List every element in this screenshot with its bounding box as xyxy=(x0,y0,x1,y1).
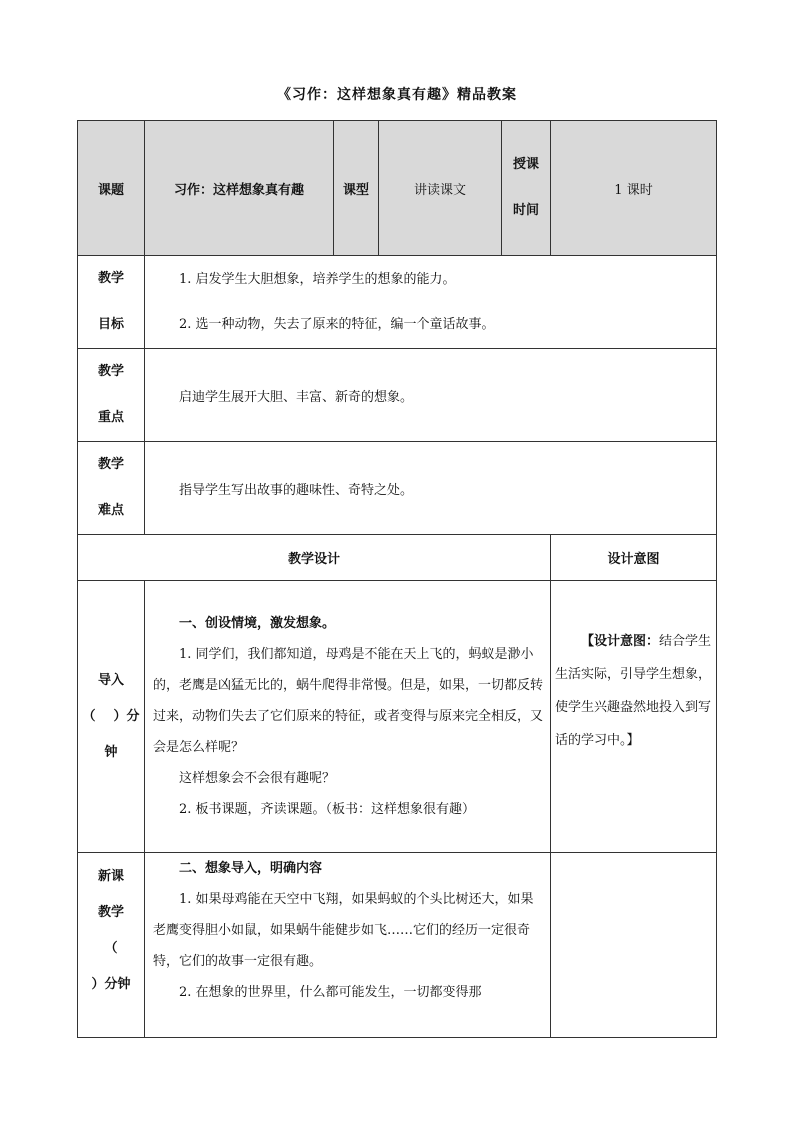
type-value: 讲读课文 xyxy=(379,121,502,256)
topic-value: 习作：这样想象真有趣 xyxy=(145,121,334,256)
new-lesson-heading: 二、想象导入，明确内容 xyxy=(179,861,323,876)
new-lesson-label-line-3: （ xyxy=(104,941,118,956)
new-lesson-paragraph-1: 1. 如果母鸡能在天空中飞翔，如果蚂蚁的个头比树还大，如果老鹰变得胆小如鼠，如果蜗牛能健步如飞……它们的经历一定很奇特，它们的故事一定很有趣。 xyxy=(153,892,534,969)
page-title: 《习作：这样想象真有趣》精品教案 xyxy=(277,87,517,103)
difficulties-label-line-2: 难点 xyxy=(97,503,124,518)
goals-label xyxy=(78,256,145,349)
key-points-row xyxy=(78,349,717,442)
intro-label-line-3: 钟 xyxy=(104,744,118,760)
new-lesson-label-line-4: ）分钟 xyxy=(91,977,131,992)
intro-label xyxy=(78,581,145,853)
key-points-label-line-2: 重点 xyxy=(97,410,124,425)
topic-label: 课题 xyxy=(78,121,145,256)
intro-intent-text: 结合学生生活实际，引导学生想象，使学生兴趣盎然地投入到写话的学习中。】 xyxy=(555,634,712,748)
new-lesson-row xyxy=(78,853,717,1038)
time-label xyxy=(502,121,551,256)
intro-paragraph-2: 这样想象会不会很有趣呢？ xyxy=(179,771,336,786)
difficulties-label-line-1: 教学 xyxy=(97,457,124,472)
design-header-row xyxy=(78,535,717,581)
new-lesson-label xyxy=(78,853,145,1038)
intro-content xyxy=(145,581,551,853)
key-points-label-line-1: 教学 xyxy=(97,364,124,379)
new-lesson-intent xyxy=(551,853,717,1038)
goal-item-2: 2. 选一种动物，失去了原来的特征，编一个童话故事。 xyxy=(179,317,495,332)
design-header: 教学设计 xyxy=(78,535,551,581)
intro-paragraph-3: 2. 板书课题，齐读课题。（板书：这样想象很有趣） xyxy=(179,802,476,817)
time-label-line-2: 时间 xyxy=(512,203,539,218)
new-lesson-paragraph-2: 2. 在想象的世界里，什么都可能发生，一切都变得那 xyxy=(179,985,482,1000)
goals-content xyxy=(145,256,717,349)
intro-label-line-2: （ ）分 xyxy=(82,708,140,724)
lesson-plan-table xyxy=(77,120,717,1038)
header-row xyxy=(78,121,717,256)
intent-header: 设计意图 xyxy=(551,535,717,581)
new-lesson-label-line-1: 新课 xyxy=(97,869,124,884)
new-lesson-content xyxy=(145,853,551,1038)
goals-label-line-1: 教学 xyxy=(97,271,124,286)
key-points-text: 启迪学生展开大胆、丰富、新奇的想象。 xyxy=(145,349,717,442)
time-label-line-1: 授课 xyxy=(512,157,539,172)
type-label: 课型 xyxy=(334,121,379,256)
goals-label-line-2: 目标 xyxy=(97,317,124,332)
intro-intent xyxy=(551,581,717,853)
goal-item-1: 1. 启发学生大胆想象，培养学生的想象的能力。 xyxy=(179,272,456,287)
intro-label-line-1: 导入 xyxy=(97,672,124,688)
goals-row xyxy=(78,256,717,349)
difficulties-text: 指导学生写出故事的趣味性、奇特之处。 xyxy=(145,442,717,535)
new-lesson-label-line-2: 教学 xyxy=(97,905,124,920)
key-points-label xyxy=(78,349,145,442)
difficulties-row xyxy=(78,442,717,535)
intro-heading: 一、创设情境，激发想象。 xyxy=(179,616,336,631)
hours-value: 1 课时 xyxy=(551,121,717,256)
intro-row xyxy=(78,581,717,853)
difficulties-label xyxy=(78,442,145,535)
intro-paragraph-1: 1. 同学们，我们都知道，母鸡是不能在天上飞的，蚂蚁是渺小的，老鹰是凶猛无比的，蜗牛爬得非常慢。但是，如果，一切都反转过来，动物们失去了它们原来的特征，或者变得与原来完全相反，又会是怎么样呢？ xyxy=(153,647,544,755)
intro-intent-label: 【设计意图： xyxy=(581,634,660,649)
